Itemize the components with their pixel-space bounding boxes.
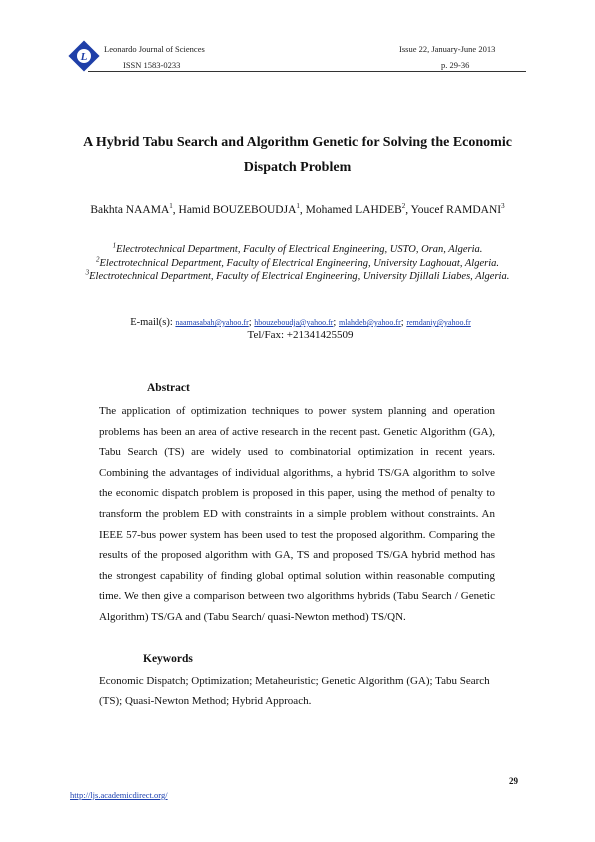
author: Mohamed LAHDEB$^2$, xyxy=(305,202,411,216)
affiliation: $^2$Electrotechnical Department, Faculty of Electrical Engineering, University Laghouat, Algeria. xyxy=(96,255,499,269)
logo-icon xyxy=(68,40,100,72)
affiliation: $^3$Electrotechnical Department, Faculty of Electrical Engineering, University Djillali Liabes, Algeria. xyxy=(85,268,510,282)
journal-name: Leonardo Journal of Sciences xyxy=(104,44,205,54)
keywords-heading: Keywords xyxy=(143,653,193,665)
logo-letter: L xyxy=(80,51,88,63)
abstract-heading: Abstract xyxy=(147,382,190,394)
affiliations xyxy=(70,243,525,284)
email-link[interactable]: remdaniy@yahoo.fr xyxy=(406,318,471,327)
email-label: E-mail(s): xyxy=(130,317,176,328)
page-number: 29 xyxy=(509,776,518,786)
email-link[interactable]: mlahdeb@yahoo.fr xyxy=(338,318,401,327)
issue: Issue 22, January-June 2013 xyxy=(399,44,496,54)
keywords-text: Economic Dispatch; Optimization; Metaheuristic; Genetic Algorithm (GA); Tabu Search (TS); Quasi-Newton Method; Hybrid Approach. xyxy=(99,675,490,707)
tel-fax: Tel/Fax: +21341425509 xyxy=(247,329,354,341)
author: Hamid BOUZEBOUDJA$^1$, xyxy=(178,202,306,216)
email-line: E-mail(s): naamasabah@yahoo.fr; hbouzeboudja@yahoo.fr; mlahdeb@yahoo.fr; remdaniy@yahoo.fr xyxy=(130,317,471,328)
issn: ISSN 1583-0233 xyxy=(123,60,181,70)
header-rule xyxy=(88,71,526,72)
affiliation: $^1$Electrotechnical Department, Faculty of Electrical Engineering, USTO, Oran, Algeria. xyxy=(112,241,483,255)
email-link[interactable]: hbouzeboudja@yahoo.fr xyxy=(254,318,334,327)
author-list xyxy=(70,204,525,216)
journal-logo xyxy=(68,40,100,72)
title-line-2: Dispatch Problem xyxy=(243,160,352,175)
paper-title xyxy=(70,130,525,180)
email-link[interactable]: naamasabah@yahoo.fr xyxy=(175,318,249,327)
author: Bakhta NAAMA$^1$, xyxy=(90,202,179,216)
abstract-text: The application of optimization techniques to power system planning and operation problems has been an area of active research in the recent past. Genetic Algorithm (GA), Tabu Search (TS) are widely used to combinatorial optimization in recent years. Combining the advantages of individual algorithms, a hybrid TS/GA algorithm to solve the economic dispatch problem is proposed in this paper, using the method of penalty to transform the problem ED with constraints in a simple problem without constraints. An IEEE 57-bus power system has been used to test the proposed algorithm. Comparing the results of the proposed algorithm with GA, TS and proposed TS/GA hybrid method has the strongest capability of finding global optimal solution within reasonable computing time. We then give a comparison between two algorithms hybrids (Tabu Search / Genetic Algorithm) TS/GA and (Tabu Search/ quasi-Newton method) TS/QN. xyxy=(99,405,495,623)
page-range: p. 29-36 xyxy=(441,60,470,70)
footer-url-link[interactable]: http://ljs.academicdirect.org/ xyxy=(70,790,168,800)
title-line-1: A Hybrid Tabu Search and Algorithm Genetic for Solving the Economic xyxy=(83,135,512,150)
author: Youcef RAMDANI$^3$ xyxy=(410,202,505,216)
